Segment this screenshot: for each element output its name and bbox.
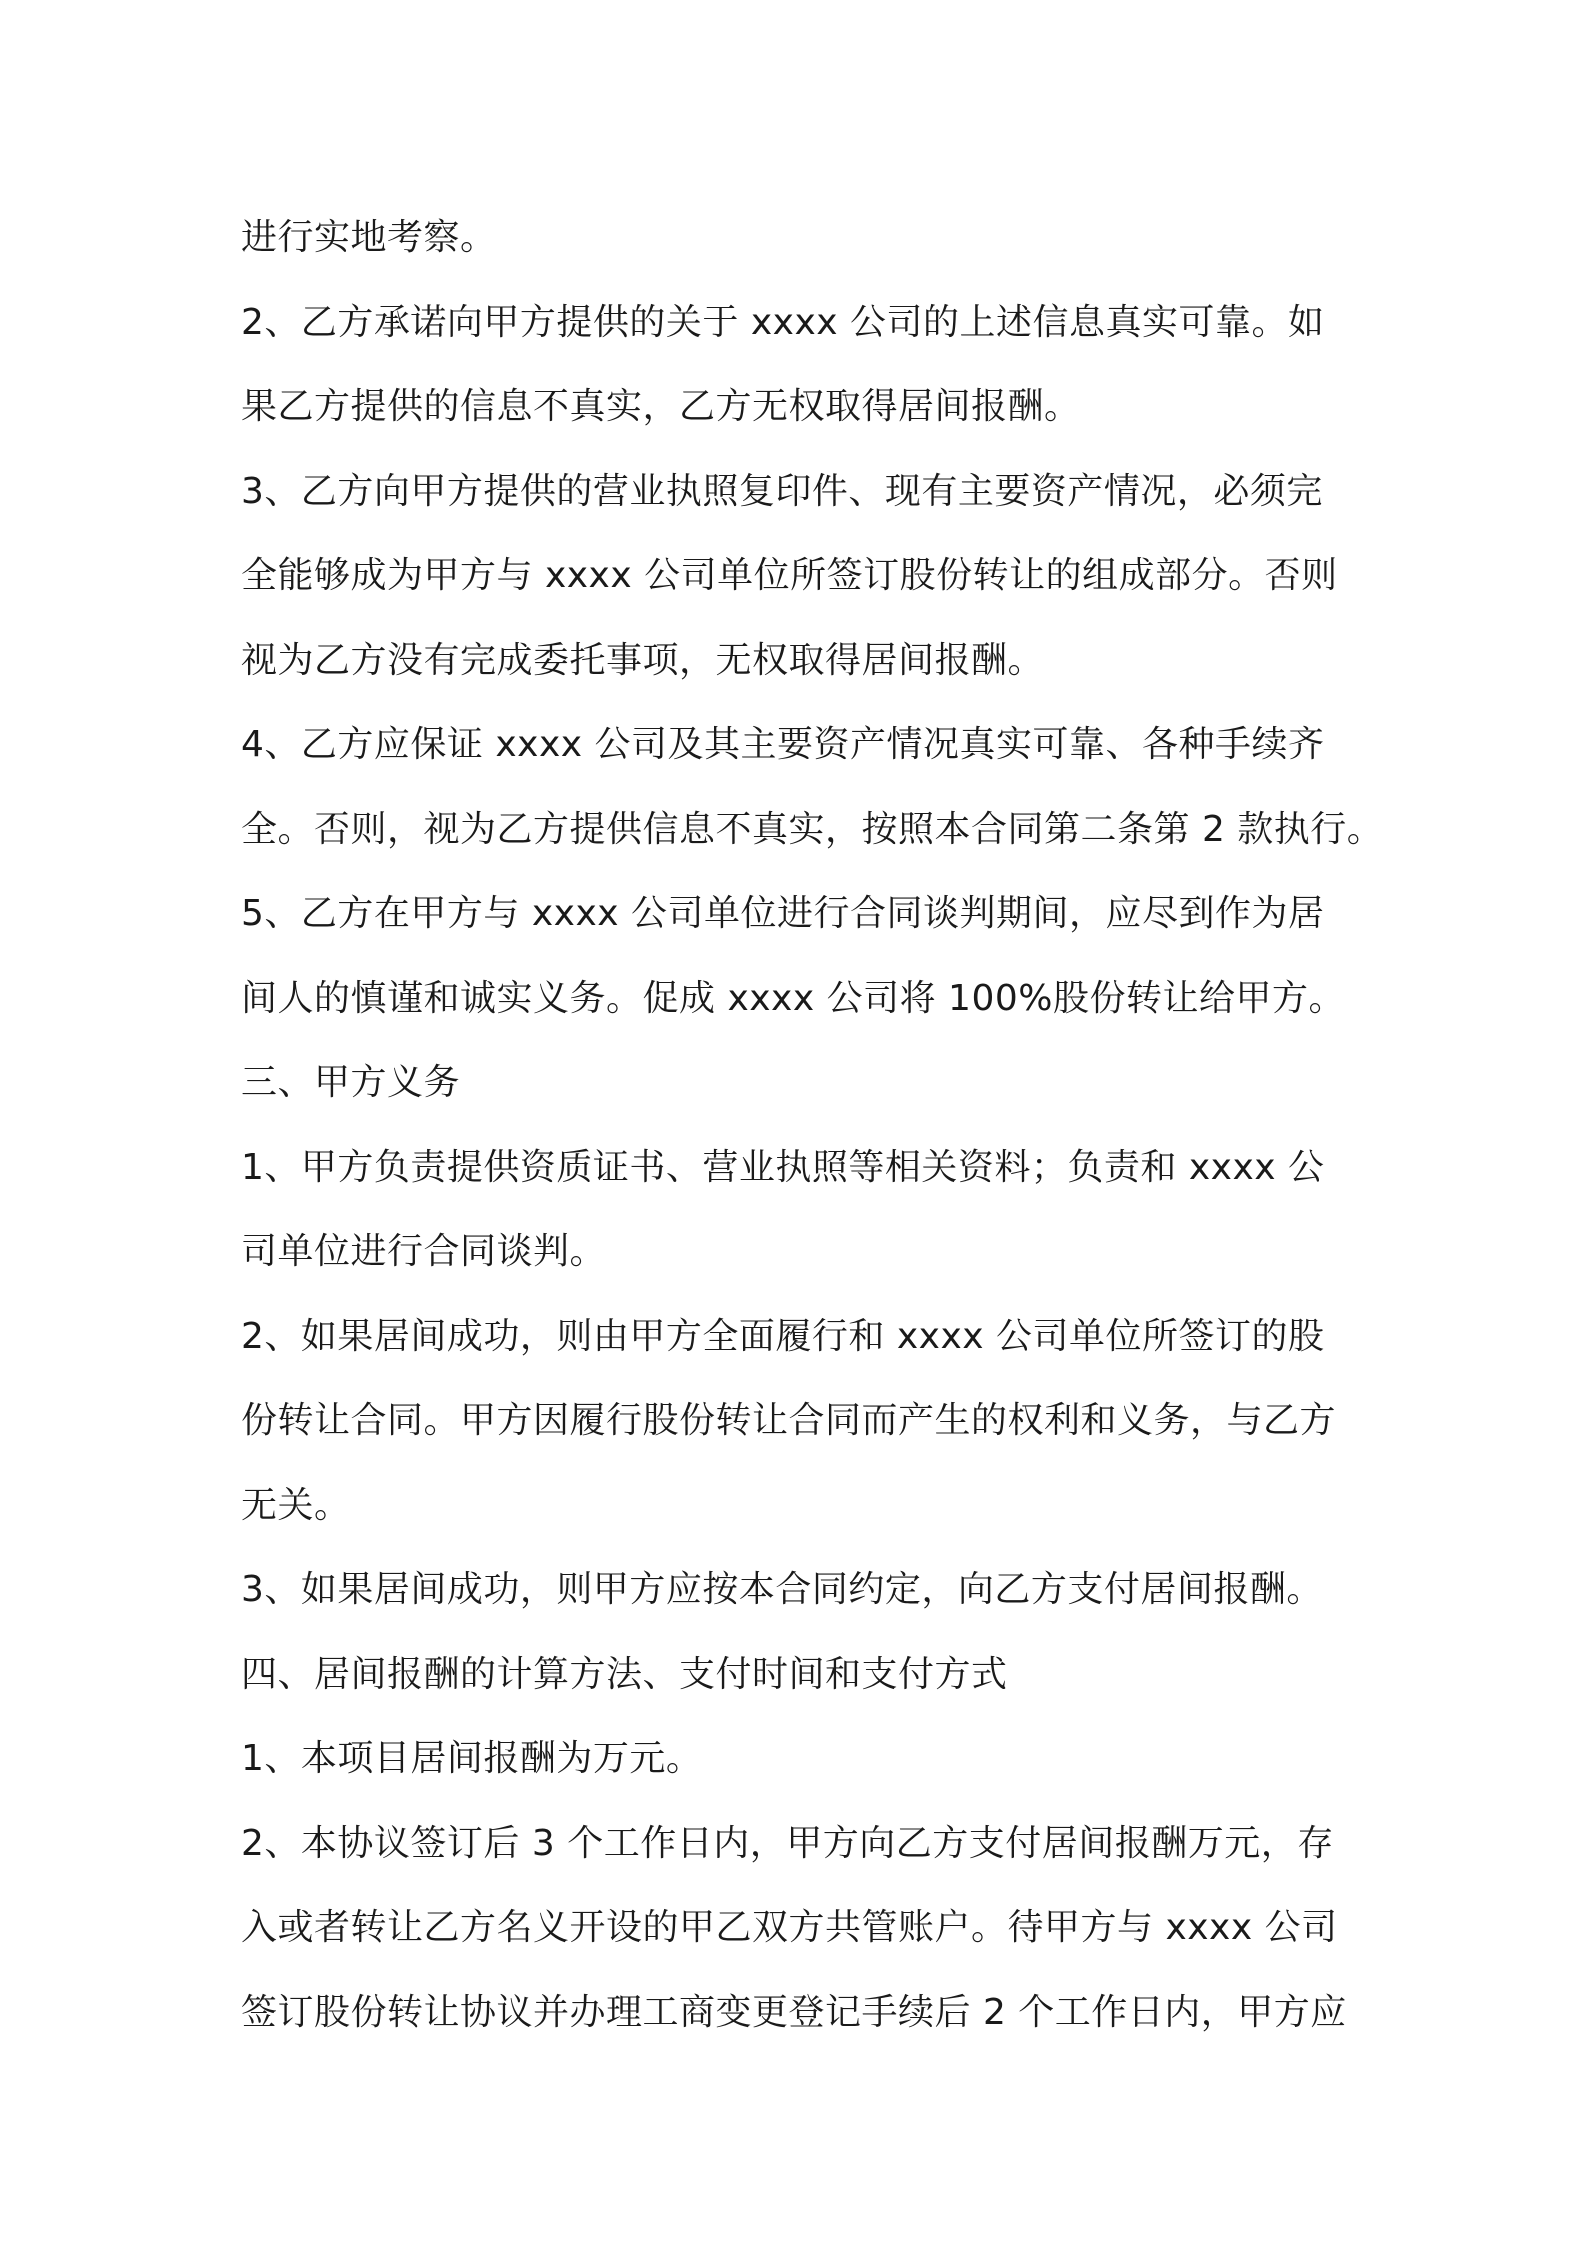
text-line: 1、本项目居间报酬为万元。	[241, 1738, 703, 1779]
text-line: 4、乙方应保证 xxxx 公司及其主要资产情况真实可靠、各种手续齐	[241, 724, 1325, 765]
text-line: 签订股份转让协议并办理工商变更登记手续后 2 个工作日内，甲方应	[241, 1991, 1347, 2033]
text-line: 无关。	[241, 1484, 351, 1526]
text-line: 3、如果居间成功，则甲方应按本合同约定，向乙方支付居间报酬。	[241, 1569, 1323, 1610]
text-line: 2、如果居间成功，则由甲方全面履行和 xxxx 公司单位所签订的股	[241, 1315, 1325, 1357]
text-line: 5、乙方在甲方与 xxxx 公司单位进行合同谈判期间，应尽到作为居	[241, 893, 1325, 934]
text-line: 3、乙方向甲方提供的营业执照复印件、现有主要资产情况，必须完	[241, 470, 1323, 512]
text-line: 全。否则，视为乙方提供信息不真实，按照本合同第二条第 2 款执行。	[241, 808, 1384, 850]
text-line: 入或者转让乙方名义开设的甲乙双方共管账户。待甲方与 xxxx 公司	[241, 1907, 1338, 1948]
text-line: 间人的慎谨和诚实义务。促成 xxxx 公司将 100%股份转让给甲方。	[241, 977, 1345, 1019]
text-line: 2、乙方承诺向甲方提供的关于 xxxx 公司的上述信息真实可靠。如	[241, 301, 1325, 343]
text-line: 全能够成为甲方与 xxxx 公司单位所签订股份转让的组成部分。否则	[241, 555, 1338, 596]
text-line: 进行实地考察。	[241, 217, 497, 258]
document-page	[241, 196, 1384, 2055]
text-line: 份转让合同。甲方因履行股份转让合同而产生的权利和义务，与乙方	[241, 1400, 1337, 1441]
section-heading: 三、甲方义务	[241, 1062, 461, 1103]
text-line: 果乙方提供的信息不真实，乙方无权取得居间报酬。	[241, 386, 1081, 427]
text-line: 2、本协议签订后 3 个工作日内，甲方向乙方支付居间报酬万元，存	[241, 1822, 1334, 1864]
text-line: 视为乙方没有完成委托事项，无权取得居间报酬。	[241, 639, 1045, 681]
text-line: 1、甲方负责提供资质证书、营业执照等相关资料；负责和 xxxx 公	[241, 1146, 1325, 1188]
text-line: 司单位进行合同谈判。	[241, 1231, 607, 1272]
section-heading: 四、居间报酬的计算方法、支付时间和支付方式	[241, 1653, 1008, 1695]
